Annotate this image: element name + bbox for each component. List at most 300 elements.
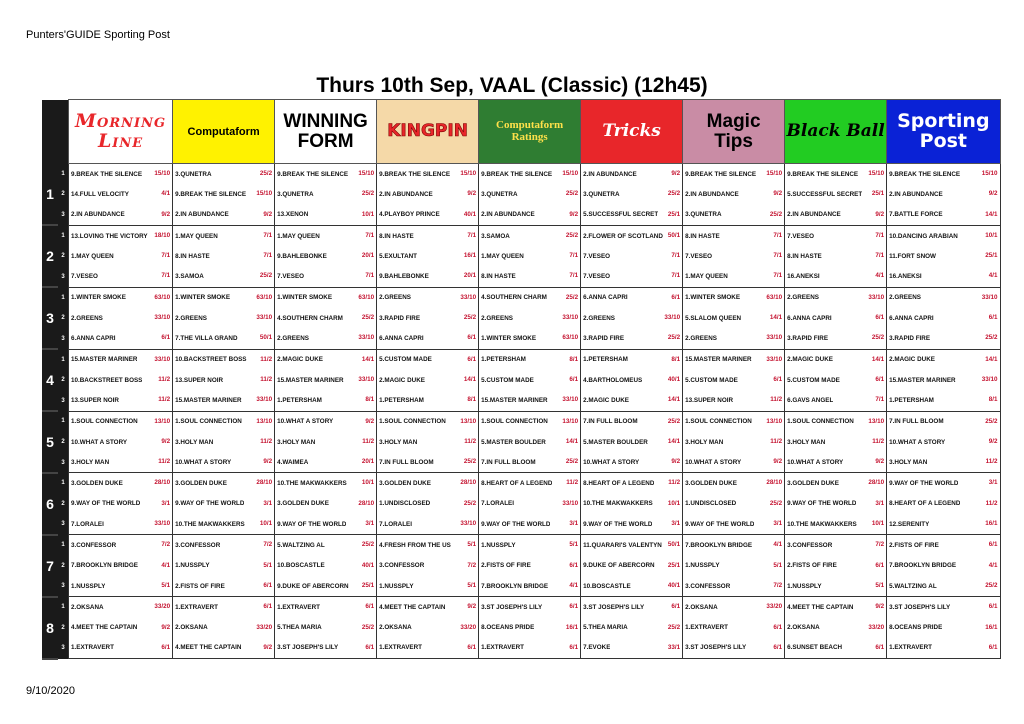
horse-name: 14.FULL VELOCITY: [71, 190, 129, 198]
odds: 14/1: [985, 210, 998, 218]
pick-cell: [479, 328, 581, 349]
tips-table: [42, 99, 1001, 660]
odds: 13/10: [154, 417, 171, 425]
pick-cell: [887, 390, 1000, 411]
pick-cell: [683, 184, 785, 204]
odds: 6/1: [875, 561, 885, 569]
pick-cell: [887, 576, 1000, 597]
odds: 6/1: [467, 334, 477, 342]
pick-cell: [479, 287, 581, 308]
odds: 33/10: [460, 520, 477, 528]
horse-name: 2.OKSANA: [787, 624, 820, 632]
pick-cell: [479, 205, 581, 226]
pick-cell: [683, 473, 785, 494]
pick-cell: [785, 205, 887, 226]
table-row: [42, 514, 1000, 535]
odds: 4/1: [875, 272, 885, 280]
pick-cell: [275, 535, 377, 556]
horse-name: 6.ANNA CAPRI: [787, 314, 832, 322]
pick-cell: [173, 618, 275, 638]
odds: 63/10: [358, 293, 375, 301]
odds: 9/2: [988, 190, 998, 198]
odds: 28/10: [460, 479, 477, 487]
horse-name: 3.GOLDEN DUKE: [277, 500, 329, 508]
pick-cell: [785, 576, 887, 597]
pick-cell: [683, 494, 785, 514]
source-header-2: [173, 100, 275, 164]
pick-cell: [683, 328, 785, 349]
table-row: [42, 184, 1000, 204]
horse-name: 2.IN ABUNDANCE: [71, 211, 125, 219]
odds: 7/2: [773, 581, 783, 589]
odds: 11/2: [158, 458, 171, 466]
horse-name: 7.BROOKLYN BRIDGE: [889, 562, 957, 570]
horse-name: 2.FISTS OF FIRE: [481, 562, 531, 570]
odds: 4/1: [988, 272, 998, 280]
pick-cell: [479, 494, 581, 514]
pick-cell: [887, 370, 1000, 390]
pick-cell: [275, 349, 377, 370]
odds: 11/2: [668, 479, 681, 487]
horse-name: 15.MASTER MARINER: [71, 356, 138, 364]
pick-position: 2: [58, 494, 69, 514]
table-row: [42, 390, 1000, 411]
odds: 11/2: [260, 355, 273, 363]
pick-position: 2: [58, 618, 69, 638]
odds: 7/2: [875, 541, 885, 549]
source-header-9: [887, 100, 1000, 164]
horse-name: 5.SUCCESSFUL SECRET: [787, 190, 863, 198]
source-header-6: [581, 100, 683, 164]
pick-cell: [377, 266, 479, 287]
odds: 11/2: [985, 499, 998, 507]
odds: 25/1: [871, 190, 885, 198]
odds: 25/2: [361, 314, 375, 322]
odds: 33/10: [981, 375, 998, 383]
pick-cell: [887, 164, 1000, 185]
odds: 25/2: [565, 458, 579, 466]
tips-body: [42, 164, 1000, 659]
horse-name: 7.BROOKLYN BRIDGE: [481, 582, 549, 590]
odds: 33/10: [154, 520, 171, 528]
pick-cell: [173, 349, 275, 370]
pick-cell: [69, 349, 173, 370]
pick-position: 3: [58, 328, 69, 349]
horse-name: 2.IN ABUNDANCE: [379, 190, 433, 198]
pick-cell: [173, 246, 275, 266]
odds: 14/1: [871, 355, 885, 363]
pick-cell: [173, 411, 275, 432]
odds: 6/1: [161, 334, 171, 342]
pick-cell: [377, 432, 479, 452]
table-row: [42, 349, 1000, 370]
horse-name: 5.SUCCESSFUL SECRET: [583, 211, 659, 219]
odds: 6/1: [875, 643, 885, 651]
source-name: Black Ball: [786, 120, 885, 141]
odds: 50/1: [259, 334, 273, 342]
odds: 33/10: [256, 314, 273, 322]
horse-name: 5.SLALOM QUEEN: [685, 314, 742, 322]
horse-name: 2.FISTS OF FIRE: [787, 562, 837, 570]
odds: 6/1: [988, 643, 998, 651]
table-row: [42, 370, 1000, 390]
horse-name: 9.BREAK THE SILENCE: [481, 170, 553, 178]
pick-cell: [581, 266, 683, 287]
horse-name: 10.WHAT A STORY: [583, 458, 640, 466]
horse-name: 1.SOUL CONNECTION: [481, 418, 548, 426]
horse-name: 15.MASTER MARINER: [277, 376, 344, 384]
pick-cell: [581, 411, 683, 432]
odds: 33/10: [766, 355, 783, 363]
pick-position: 3: [58, 390, 69, 411]
pick-cell: [275, 638, 377, 659]
horse-name: 5.THEA MARIA: [277, 624, 322, 632]
pick-cell: [479, 473, 581, 494]
horse-name: 3.GOLDEN DUKE: [379, 480, 431, 488]
pick-position: 3: [58, 205, 69, 226]
odds: 3/1: [988, 479, 998, 487]
horse-name: 5.EXULTANT: [379, 252, 418, 260]
pick-cell: [173, 225, 275, 246]
odds: 25/1: [985, 252, 998, 260]
odds: 33/10: [981, 293, 998, 301]
odds: 33/10: [358, 375, 375, 383]
odds: 15/10: [154, 169, 171, 177]
odds: 33/20: [460, 623, 477, 631]
odds: 6/1: [263, 581, 273, 589]
pick-cell: [69, 432, 173, 452]
odds: 5/1: [773, 561, 783, 569]
horse-name: 1.WINTER SMOKE: [481, 335, 537, 343]
odds: 33/10: [460, 293, 477, 301]
pick-cell: [887, 473, 1000, 494]
odds: 16/1: [985, 623, 998, 631]
pick-cell: [683, 432, 785, 452]
pick-cell: [69, 576, 173, 597]
odds: 63/10: [154, 293, 171, 301]
odds: 33/20: [154, 603, 171, 611]
pick-cell: [377, 390, 479, 411]
horse-name: 11.FORT SNOW: [889, 252, 936, 260]
horse-name: 1.EXTRAVERT: [889, 644, 933, 652]
race-number: 5: [42, 411, 58, 473]
horse-name: 9.WAY OF THE WORLD: [71, 500, 141, 508]
odds: 25/2: [985, 581, 998, 589]
odds: 25/2: [667, 417, 681, 425]
horse-name: 1.MAY QUEEN: [685, 273, 728, 281]
horse-name: 7.LORALEI: [481, 500, 514, 508]
odds: 33/20: [766, 603, 783, 611]
horse-name: 2.IN ABUNDANCE: [175, 211, 229, 219]
pick-cell: [683, 246, 785, 266]
horse-name: 1.PETERSHAM: [481, 356, 526, 364]
horse-name: 1.PETERSHAM: [889, 396, 934, 404]
odds: 33/10: [154, 355, 171, 363]
pick-cell: [683, 556, 785, 576]
pick-cell: [275, 246, 377, 266]
horse-name: 3.GOLDEN DUKE: [71, 480, 123, 488]
horse-name: 4.FRESH FROM THE US: [379, 541, 451, 549]
horse-name: 3.QUNETRA: [175, 170, 212, 178]
pick-cell: [785, 556, 887, 576]
odds: 9/2: [875, 458, 885, 466]
pick-cell: [683, 514, 785, 535]
odds: 28/10: [154, 479, 171, 487]
odds: 15/10: [562, 169, 579, 177]
pick-cell: [581, 225, 683, 246]
odds: 25/2: [361, 623, 375, 631]
horse-name: 3.QUNETRA: [481, 190, 518, 198]
pick-position: 2: [58, 184, 69, 204]
table-corner: [42, 100, 69, 164]
pick-cell: [275, 597, 377, 618]
odds: 7/1: [263, 252, 273, 260]
pick-cell: [581, 164, 683, 185]
odds: 7/1: [569, 252, 579, 260]
pick-cell: [275, 390, 377, 411]
horse-name: 2.GREENS: [379, 294, 411, 302]
horse-name: 9.BREAK THE SILENCE: [277, 170, 349, 178]
horse-name: 15.MASTER MARINER: [175, 396, 242, 404]
odds: 6/1: [263, 603, 273, 611]
odds: 4/1: [988, 561, 998, 569]
pick-cell: [785, 411, 887, 432]
pick-cell: [377, 452, 479, 473]
odds: 28/10: [358, 499, 375, 507]
pick-cell: [887, 184, 1000, 204]
source-name: Computaform: [187, 126, 260, 139]
horse-name: 3.RAPID FIRE: [787, 335, 829, 343]
pick-cell: [683, 535, 785, 556]
pick-cell: [69, 618, 173, 638]
source-name: WINNING FORM: [283, 110, 368, 152]
horse-name: 1.SOUL CONNECTION: [379, 418, 446, 426]
odds: 25/2: [259, 272, 273, 280]
pick-cell: [377, 638, 479, 659]
horse-name: 9.BREAK THE SILENCE: [175, 190, 247, 198]
horse-name: 10.BOSCASTLE: [583, 582, 631, 590]
horse-name: 9.WAY OF THE WORLD: [481, 520, 551, 528]
pick-position: 1: [58, 597, 69, 618]
pick-cell: [581, 452, 683, 473]
source-name: Sporting Post: [897, 109, 990, 152]
odds: 3/1: [161, 499, 171, 507]
odds: 15/10: [766, 169, 783, 177]
pick-position: 3: [58, 452, 69, 473]
race-number: 4: [42, 349, 58, 411]
odds: 9/2: [161, 437, 171, 445]
odds: 6/1: [161, 643, 171, 651]
horse-name: 3.ST JOSEPH'S LILY: [889, 603, 951, 611]
pick-cell: [69, 514, 173, 535]
pick-cell: [785, 390, 887, 411]
horse-name: 1.MAY QUEEN: [175, 232, 218, 240]
pick-cell: [173, 266, 275, 287]
odds: 9/2: [467, 190, 477, 198]
pick-cell: [69, 328, 173, 349]
odds: 13/10: [868, 417, 885, 425]
pick-cell: [69, 535, 173, 556]
odds: 40/1: [361, 561, 375, 569]
source-header-3: [275, 100, 377, 164]
table-row: [42, 246, 1000, 266]
horse-name: 5.WALTZING AL: [889, 582, 937, 590]
table-row: [42, 287, 1000, 308]
pick-cell: [683, 308, 785, 328]
pick-position: 1: [58, 473, 69, 494]
horse-name: 1.NUSSPLY: [481, 541, 516, 549]
pick-position: 2: [58, 370, 69, 390]
pick-cell: [581, 597, 683, 618]
pick-cell: [479, 411, 581, 432]
pick-cell: [275, 514, 377, 535]
pick-cell: [785, 638, 887, 659]
horse-name: 1.SOUL CONNECTION: [71, 418, 138, 426]
pick-cell: [173, 514, 275, 535]
pick-cell: [785, 514, 887, 535]
horse-name: 1.UNDISCLOSED: [685, 500, 737, 508]
pick-cell: [377, 535, 479, 556]
horse-name: 9.BREAK THE SILENCE: [685, 170, 757, 178]
horse-name: 6.ANNA CAPRI: [71, 335, 116, 343]
pick-cell: [377, 328, 479, 349]
horse-name: 8.OCEANS PRIDE: [481, 624, 535, 632]
pick-cell: [69, 266, 173, 287]
horse-name: 3.HOLY MAN: [685, 438, 724, 446]
horse-name: 10.BACKSTREET BOSS: [71, 376, 143, 384]
horse-name: 5.THEA MARIA: [583, 624, 628, 632]
odds: 9/2: [773, 458, 783, 466]
pick-cell: [479, 535, 581, 556]
horse-name: 3.GOLDEN DUKE: [685, 480, 737, 488]
odds: 3/1: [773, 520, 783, 528]
odds: 16/1: [463, 252, 477, 260]
table-row: [42, 328, 1000, 349]
source-name: Tricks: [602, 120, 661, 141]
horse-name: 2.GREENS: [71, 314, 103, 322]
pick-cell: [887, 494, 1000, 514]
pick-cell: [581, 473, 683, 494]
horse-name: 1.SOUL CONNECTION: [787, 418, 854, 426]
pick-cell: [479, 225, 581, 246]
race-number: 2: [42, 225, 58, 287]
pick-cell: [785, 308, 887, 328]
odds: 7/1: [365, 231, 375, 239]
table-row: [42, 205, 1000, 226]
pick-cell: [275, 411, 377, 432]
pick-cell: [479, 432, 581, 452]
horse-name: 13.LOVING THE VICTORY: [71, 232, 148, 240]
pick-cell: [785, 597, 887, 618]
horse-name: 7.EVOKE: [583, 644, 611, 652]
odds: 3/1: [263, 499, 273, 507]
horse-name: 9.BREAK THE SILENCE: [787, 170, 859, 178]
horse-name: 10.BOSCASTLE: [277, 562, 325, 570]
odds: 11/2: [566, 479, 579, 487]
horse-name: 2.IN ABUNDANCE: [481, 211, 535, 219]
pick-cell: [683, 370, 785, 390]
odds: 25/2: [667, 334, 681, 342]
odds: 7/1: [263, 231, 273, 239]
pick-cell: [581, 308, 683, 328]
pick-cell: [275, 164, 377, 185]
horse-name: 2.FISTS OF FIRE: [889, 541, 939, 549]
pick-position: 1: [58, 349, 69, 370]
odds: 7/1: [875, 396, 885, 404]
horse-name: 3.CONFESSOR: [685, 582, 731, 590]
odds: 20/1: [463, 272, 477, 280]
horse-name: 3.SAMOA: [175, 273, 204, 281]
pick-cell: [173, 390, 275, 411]
pick-cell: [887, 266, 1000, 287]
odds: 25/2: [667, 623, 681, 631]
horse-name: 7.LORALEI: [379, 520, 412, 528]
pick-cell: [173, 452, 275, 473]
pick-cell: [683, 576, 785, 597]
horse-name: 5.WALTZING AL: [277, 541, 325, 549]
odds: 11/2: [770, 437, 783, 445]
horse-name: 3.QUNETRA: [685, 211, 722, 219]
odds: 25/2: [769, 210, 783, 218]
table-row: [42, 556, 1000, 576]
horse-name: 7.VESEO: [71, 273, 98, 281]
horse-name: 9.WAY OF THE WORLD: [787, 500, 857, 508]
horse-name: 2.GREENS: [277, 335, 309, 343]
pick-cell: [377, 349, 479, 370]
horse-name: 3.HOLY MAN: [71, 458, 110, 466]
odds: 5/1: [875, 581, 885, 589]
odds: 50/1: [667, 231, 681, 239]
odds: 63/10: [562, 334, 579, 342]
pick-cell: [479, 370, 581, 390]
odds: 25/2: [769, 499, 783, 507]
source-header-8: [785, 100, 887, 164]
odds: 25/2: [985, 334, 998, 342]
pick-cell: [275, 308, 377, 328]
horse-name: 2.IN ABUNDANCE: [583, 170, 637, 178]
odds: 14/1: [769, 314, 783, 322]
horse-name: 10.BACKSTREET BOSS: [175, 356, 247, 364]
odds: 40/1: [463, 210, 477, 218]
pick-cell: [479, 266, 581, 287]
odds: 14/1: [667, 437, 681, 445]
pick-cell: [683, 205, 785, 226]
odds: 10/1: [985, 231, 998, 239]
pick-cell: [69, 370, 173, 390]
horse-name: 10.WHAT A STORY: [175, 458, 232, 466]
odds: 6/1: [365, 643, 375, 651]
odds: 6/1: [671, 603, 681, 611]
pick-cell: [377, 576, 479, 597]
table-row: [42, 494, 1000, 514]
horse-name: 4.MEET THE CAPTAIN: [71, 624, 138, 632]
horse-name: 3.HOLY MAN: [787, 438, 826, 446]
pick-cell: [581, 618, 683, 638]
odds: 14/1: [565, 437, 579, 445]
pick-position: 3: [58, 576, 69, 597]
odds: 33/10: [256, 396, 273, 404]
horse-name: 3.QUNETRA: [583, 190, 620, 198]
table-row: [42, 164, 1000, 185]
pick-cell: [377, 370, 479, 390]
horse-name: 7.THE VILLA GRAND: [175, 335, 238, 343]
table-row: [42, 638, 1000, 659]
pick-cell: [479, 452, 581, 473]
horse-name: 2.OKSANA: [71, 603, 104, 611]
pick-cell: [785, 349, 887, 370]
odds: 25/2: [361, 190, 375, 198]
pick-cell: [785, 328, 887, 349]
